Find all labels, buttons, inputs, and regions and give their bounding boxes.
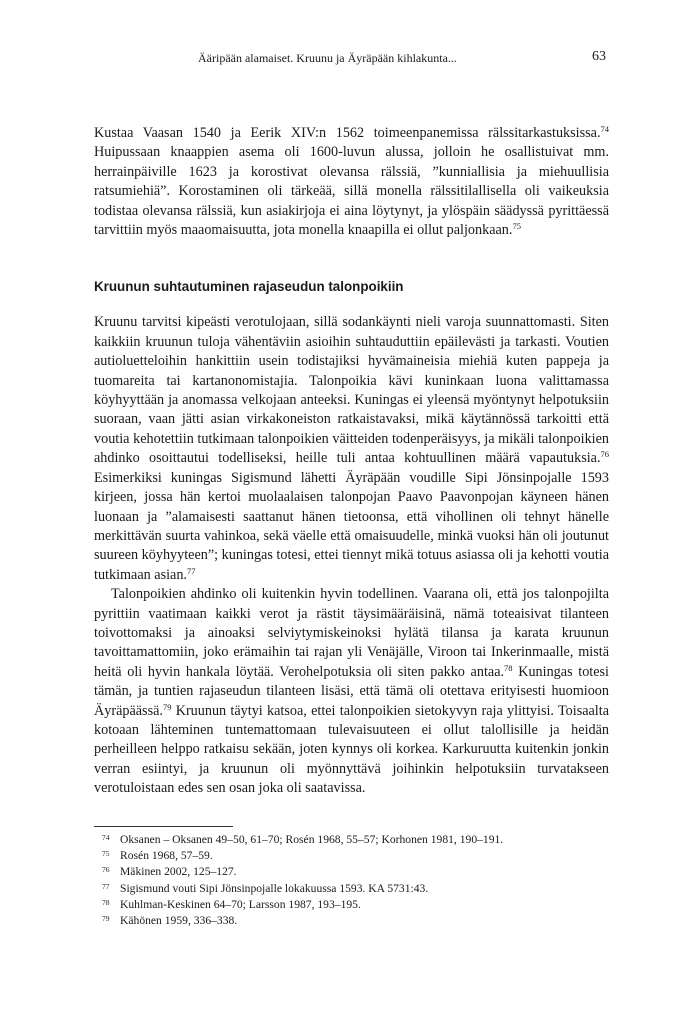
paragraph [94, 585, 609, 798]
body-text [94, 124, 609, 799]
paragraph-text: Talonpoikien ahdinko oli kuitenkin hyvin todellinen. Vaarana oli, että jos talonpojilta pyrittiin vaatimaan kaikki verot ja rästit täysimääräisinä, nämä toteaisivat tilanteen toivottomaksi ja ainoaksi selviytymiskeinoksi hylätä tilansa ja karata kruunun tavoittamattomiin, joko erämaihin tai rajan yli Venäjälle, Viroon tai Inkerinmaalle, mistä heitä oli hyvin hankala löytää. Verohelpotuksia oli siten pakko antaa. [94, 586, 609, 680]
footnote-ref: 79 [162, 701, 172, 712]
footnote-text: Mäkinen 2002, 125–127. [120, 865, 237, 879]
footnote-text: Kuhlman-Keskinen 64–70; Larsson 1987, 193–195. [120, 897, 361, 911]
footnote [94, 848, 609, 864]
footnote [94, 897, 609, 913]
footnotes [94, 832, 609, 929]
running-title: Ääripään alamaiset. Kruunu ja Äyräpään kihlakunta... [198, 51, 457, 65]
paragraph [94, 124, 609, 240]
footnote-text: Rosén 1968, 57–59. [120, 849, 213, 863]
footnote-ref: 78 [504, 662, 513, 673]
footnote-ref: 76 [600, 449, 609, 460]
footnote-divider [94, 826, 233, 827]
footnote-text: Oksanen – Oksanen 49–50, 61–70; Rosén 1968, 55–57; Korhonen 1981, 190–191. [120, 833, 504, 846]
footnote-number: 74 [102, 833, 110, 842]
paragraph-text: Esimerkiksi kuningas Sigismund lähetti Äyräpään voudille Sipi Jönsinpojalle 1593 kirjeen, jossa hän kertoi muolaalaisen talonpojan Paavo Paavonpojan käyneen hänen luonaan ja ”alamaisesti saattanut hänen tietoonsa, että vihollinen oli tehnyt hänelle merkittävän suurta vahinkoa, sekä väelle että omaisuudelle, minkä vuoksi hän oli joutunut suureen köyhyyteen”; kuningas totesi, ettei tiennyt mikä totuus asiassa oli ja kehotti voutia tutkimaan asian. [94, 469, 609, 583]
paragraph-text: Kustaa Vaasan 1540 ja Eerik XIV:n 1562 toimeenpanemissa rälssitarkastuksissa. [94, 125, 601, 141]
paragraph-text: Kruunun täytyi katsoa, ettei talonpoikien sietokyvyn raja ylittyisi. Toisaalta kotoaan lähteminen tuntemattomaan tulevaisuuteen ei ollut talollisille ja heidän perheilleen helppo ratkaisu sekään, joten kynnys oli korkea. Karkuruutta kuitenkin jonkin verran esiintyi, ja kruunun oli myönnyttävä joihinkin helpotuksiin turvatakseen verotuloistaan edes sen osan joka oli saatavissa. [94, 702, 609, 797]
paragraph-text: Kruunu tarvitsi kipeästi verotulojaan, sillä sodankäynti nieli varoja suunnattomasti. Siten kaikkiin kruunun tuloja vähentäviin asioihin suhtauduttiin epäilevästi ja tarkasti. Voutien autioluetteloihin hankittiin usein todistajiksi hyvämaineisia miehiä kuten pappeja ja tuomareita tai kartanonomistajia. Talonpoikia kävi kuninkaan luona valittamassa köyhyyttään ja anomassa velkojaan anteeksi. Kuningas ei yleensä myöntynyt helpotuksiin suoraan, vaan jätti asian virkakoneiston ratkaistavaksi, mikä käytännössä tarkoitti että voutia kehotettiin tutkimaan talonpoikien väitteiden todenperäisyys, ja mikäli talonpoikien ahdinko osoittautui todelliseksi, heille tuli antaa kohtuullinen määrä vapautuksia. [94, 314, 609, 467]
footnote-number: 75 [102, 849, 110, 859]
paragraph-text: Kuningas totesi tämän, ja tuntien rajaseudun tilanteen lisäsi, että tämä oli otettava erityisesti huomioon Äyräpäässä. [94, 663, 609, 719]
footnote-ref: 77 [186, 565, 196, 576]
footnote-number: 76 [102, 865, 110, 875]
footnote-text: Kähönen 1959, 336–338. [120, 914, 238, 928]
footnote-number: 77 [102, 881, 110, 891]
footnote-ref: 74 [600, 124, 609, 134]
paragraph [94, 313, 609, 585]
footnote-number: 79 [102, 914, 110, 924]
footnote [94, 881, 609, 897]
paragraph-text: Huipussaan knaappien asema oli 1600-luvun alussa, jolloin he osallistuivat mm. herrainpäiville 1623 ja korostivat olevansa rälssiä, ”kunniallisia ja miehuullisia ratsumiehiä”. Korostaminen oli tärkeää, sillä monella rälssitilallisella oli vaikeuksia todistaa olevansa rälssiä, kun asiakirjoja ei aina löytynyt, ja ylöspäin säädyssä pyrittäessä tarvittiin myös maaomaisuutta, jota monella knaapilla ei ollut paljonkaan. [94, 144, 609, 239]
footnote [94, 832, 609, 848]
section-heading: Kruunun suhtautuminen rajaseudun talonpoikiin [94, 279, 404, 295]
footnote [94, 864, 609, 880]
footnote [94, 913, 609, 929]
footnote-text: Sigismund vouti Sipi Jönsinpojalle lokakuussa 1593. KA 5731:43. [120, 881, 429, 895]
page-number: 63 [592, 49, 606, 64]
footnote-ref: 75 [512, 221, 521, 232]
footnote-number: 78 [102, 897, 110, 907]
